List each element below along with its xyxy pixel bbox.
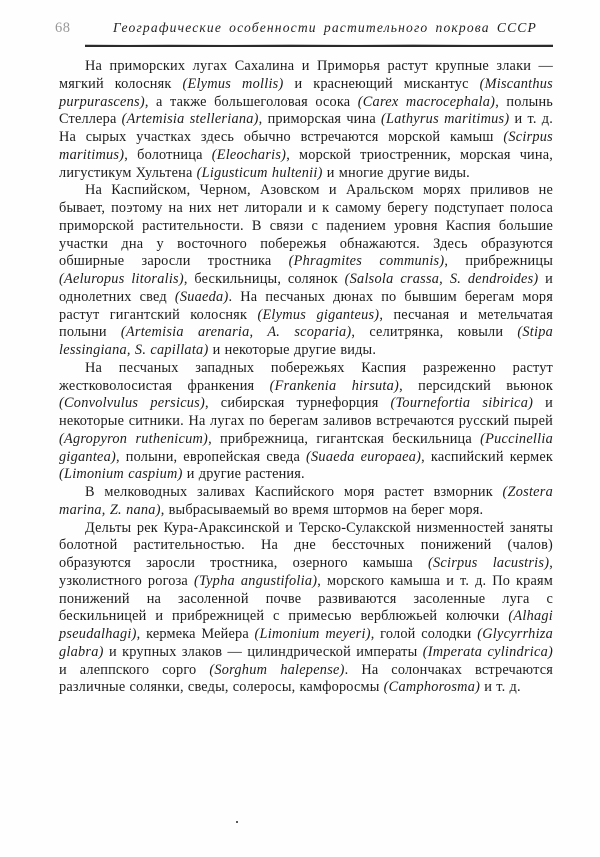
running-head-title: Географические особенности растительного покрова СССР (113, 20, 537, 35)
latin-binomial: (Salsola crassa, S. dendroides) (344, 271, 539, 287)
header-divider-rule (85, 45, 553, 47)
latin-binomial: (Aeluropus litoralis) (59, 271, 184, 287)
latin-binomial: (Suaeda europaea) (306, 448, 422, 465)
latin-binomial: (Alhagi pseudalhagi) (59, 608, 553, 642)
running-head (55, 20, 555, 44)
latin-binomial: (Suaeda) (174, 288, 229, 305)
latin-binomial: (Glycyrrhiza glabra) (59, 626, 553, 660)
paragraph: На Каспийском, Черном, Азовском и Аральском морях приливов не бывает, поэтому на них нет литорали и к самому берегу подступает полоса приморской растительности. В связи с падением уровня Каспия большие участки дна у восточного побережья обнажаются. Здесь образуются обширные заросли тростника (Phragmites communis), прибрежницы (Aeluropus litoralis), бескильницы, солянок (Salsola crassa, S. dendroides) и однолетних свед (Suaeda). На песчаных дюнах по бывшим берегам моря растут гигантский колосняк (Elymus giganteus), песчаная и метельчатая полыни (Artemisia arenaria, A. scoparia), селитрянка, ковыли (Stipa lessingiana, S. capillata) и некоторые другие виды. (59, 182, 554, 358)
latin-binomial: (Elymus giganteus) (257, 306, 380, 323)
scan-artifact-speck (236, 821, 238, 823)
latin-binomial: (Scirpus maritimus) (59, 129, 553, 163)
latin-binomial: (Agropyron ruthenicum) (59, 430, 209, 447)
latin-binomial: (Stipa lessingiana, S. capillata) (59, 324, 554, 358)
latin-binomial: (Lathyrus maritimus) (381, 111, 510, 128)
latin-binomial: (Convolvulus persicus) (59, 395, 206, 412)
latin-binomial: (Puccinellia gigantea) (59, 430, 553, 465)
latin-binomial: (Camphorosma) (383, 679, 481, 696)
latin-binomial: (Limonium caspium) (59, 466, 183, 483)
latin-binomial: (Miscanthus purpurascens) (59, 75, 553, 110)
latin-binomial: (Scirpus lacustris) (427, 555, 550, 571)
paragraph: На приморских лугах Сахалина и Приморья растут крупные злаки — мягкий колосняк (Elymus mollis) и краснеющий мискантус (Miscanthus purpurascens), а также большеголовая осока (Carex macrocephala), полынь Стеллера (Artemisia stelleriana), приморская чина (Lathyrus maritimus) и т. д. На сырых участках здесь обычно встречаются морской камыш (Scirpus maritimus), болотница (Eleocharis), морской триостренник, морская чина, лигустикум Хультена (Ligusticum hultenii) и многие другие виды. (59, 58, 554, 181)
latin-binomial: (Sorghum halepense) (209, 661, 345, 678)
page-number: 68 (55, 20, 71, 36)
latin-binomial: (Carex macrocephala) (357, 93, 496, 110)
latin-binomial: (Frankenia hirsuta) (269, 377, 400, 394)
paragraph: В мелководных заливах Каспийского моря растет взморник (Zostera marina, Z. nana), выбрасываемый во время штормов на берег моря. (59, 484, 553, 518)
latin-binomial: (Eleocharis) (211, 146, 287, 163)
body-text-block (59, 58, 553, 697)
paragraph: Дельты рек Кура-Араксинской и Терско-Сулакской низменностей заняты болотной растительностью. На дне бессточных понижений (чалов) образуются заросли тростника, озерного камыша (Scirpus lacustris), узколистного рогоза (Typha angustifolia), морского камыша и т. д. По краям понижений на засоленной почве развиваются засоленные луга с бескильницей и прибрежницей с примесью верблюжьей колючки (Alhagi pseudalhagi), кермека Мейера (Limonium meyeri), голой солодки (Glycyrrhiza glabra) и крупных злаков — цилиндрической императы (Imperata cylindrica) и алеппского сорго (Sorghum halepense). На солончаках встречаются различные солянки, сведы, солеросы, камфоросмы (Camphorosma) и т. д. (59, 519, 554, 696)
latin-binomial: (Phragmites communis) (288, 253, 445, 270)
latin-binomial: (Typha angustifolia) (193, 572, 318, 589)
latin-binomial: (Limonium meyeri) (254, 626, 371, 642)
latin-binomial: (Imperata cylindrica) (422, 643, 553, 660)
latin-binomial: (Ligusticum hultenii) (196, 164, 323, 181)
latin-binomial: (Elymus mollis) (182, 75, 284, 92)
latin-binomial: (Tournefortia sibirica) (390, 395, 534, 412)
latin-binomial: (Artemisia stelleriana) (121, 111, 259, 128)
latin-binomial: (Zostera marina, Z. nana) (59, 484, 553, 518)
latin-binomial: (Artemisia arenaria, A. scoparia) (120, 324, 352, 341)
paragraph: На песчаных западных побережьях Каспия разреженно растут жестковолосистая франкения (Frankenia hirsuta), персидский вьюнок (Convolvulus persicus), сибирская турнефорция (Tournefortia sibirica) и некоторые ситники. На лугах по берегам заливов встречаются русский пырей (Agropyron ruthenicum), прибрежница, гигантская бескильница (Puccinellia gigantea), полыни, европейская сведа (Suaeda europaea), каспийский кермек (Limonium caspium) и другие растения. (59, 359, 554, 483)
